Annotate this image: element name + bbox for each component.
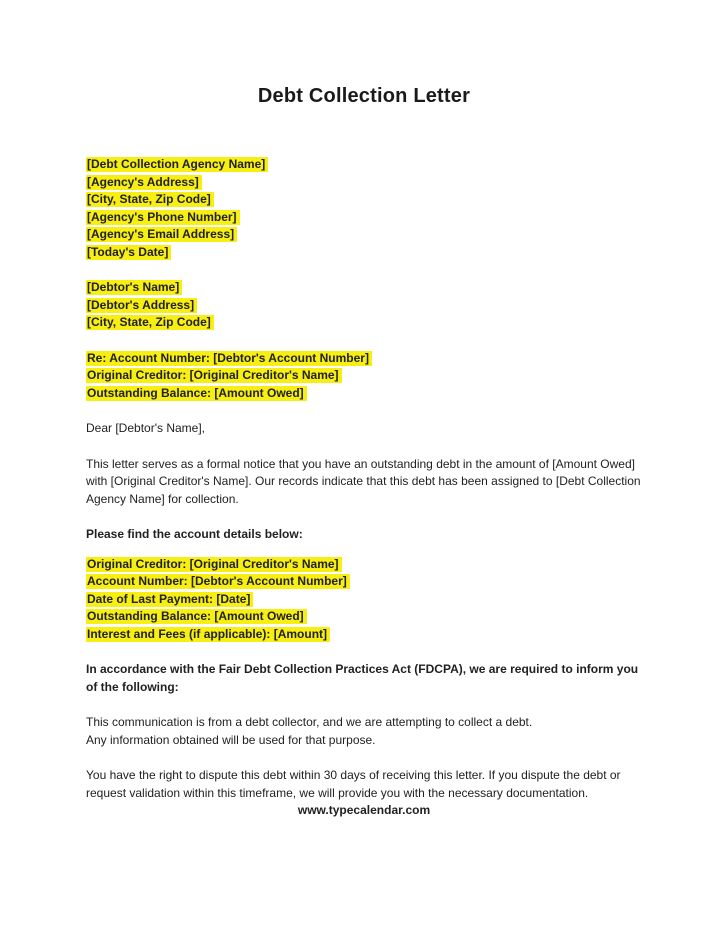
fdcpa-heading: In accordance with the Fair Debt Collection Practices Act (FDCPA), we are required to inform you of the following: — [86, 662, 639, 694]
details-account-number-line: Account Number: [Debtor's Account Number] — [86, 573, 642, 591]
collector-notice-line-2: Any information obtained will be used for that purpose. — [86, 732, 376, 747]
page-title: Debt Collection Letter — [257, 85, 471, 107]
agency-block — [86, 156, 642, 261]
debtor-address-line: [Debtor's Address] — [86, 297, 642, 315]
details-outstanding-balance-line: Outstanding Balance: [Amount Owed] — [86, 608, 642, 626]
today-date-line: [Today's Date] — [86, 244, 642, 262]
agency-name-line: [Debt Collection Agency Name] — [86, 156, 642, 174]
collector-notice — [86, 714, 642, 749]
details-last-payment-line: Date of Last Payment: [Date] — [86, 591, 642, 609]
debtor-city-state-zip-line: [City, State, Zip Code] — [86, 314, 642, 332]
re-outstanding-balance-line: Outstanding Balance: [Amount Owed] — [86, 385, 642, 403]
debtor-name-line: [Debtor's Name] — [86, 279, 642, 297]
agency-city-state-zip-line: [City, State, Zip Code] — [86, 191, 642, 209]
re-account-number-line: Re: Account Number: [Debtor's Account Number] — [86, 350, 642, 368]
site-footer-url: www.typecalendar.com — [297, 803, 431, 817]
collector-notice-line-1: This communication is from a debt collector, and we are attempting to collect a debt. — [86, 715, 533, 729]
agency-address-line: [Agency's Address] — [86, 174, 642, 192]
agency-phone-line: [Agency's Phone Number] — [86, 209, 642, 227]
details-heading: Please find the account details below: — [86, 527, 303, 541]
agency-email-line: [Agency's Email Address] — [86, 226, 642, 244]
salutation: Dear [Debtor's Name], — [86, 421, 205, 435]
intro-paragraph: This letter serves as a formal notice that you have an outstanding debt in the amount of [Amount Owed] with [Original Creditor's Name]. Our records indicate that this debt has been assigned to [Debt Collection Agency Name] for collection. — [86, 456, 641, 506]
re-original-creditor-line: Original Creditor: [Original Creditor's Name] — [86, 367, 642, 385]
dispute-paragraph: You have the right to dispute this debt within 30 days of receiving this letter. If you dispute the debt or request validation within this timeframe, we will provide you with the necessary documentation. — [86, 768, 621, 800]
debtor-block — [86, 279, 642, 332]
re-block — [86, 350, 642, 403]
details-original-creditor-line: Original Creditor: [Original Creditor's Name] — [86, 556, 642, 574]
details-block — [86, 556, 642, 644]
details-interest-fees-line: Interest and Fees (if applicable): [Amount] — [86, 626, 642, 644]
